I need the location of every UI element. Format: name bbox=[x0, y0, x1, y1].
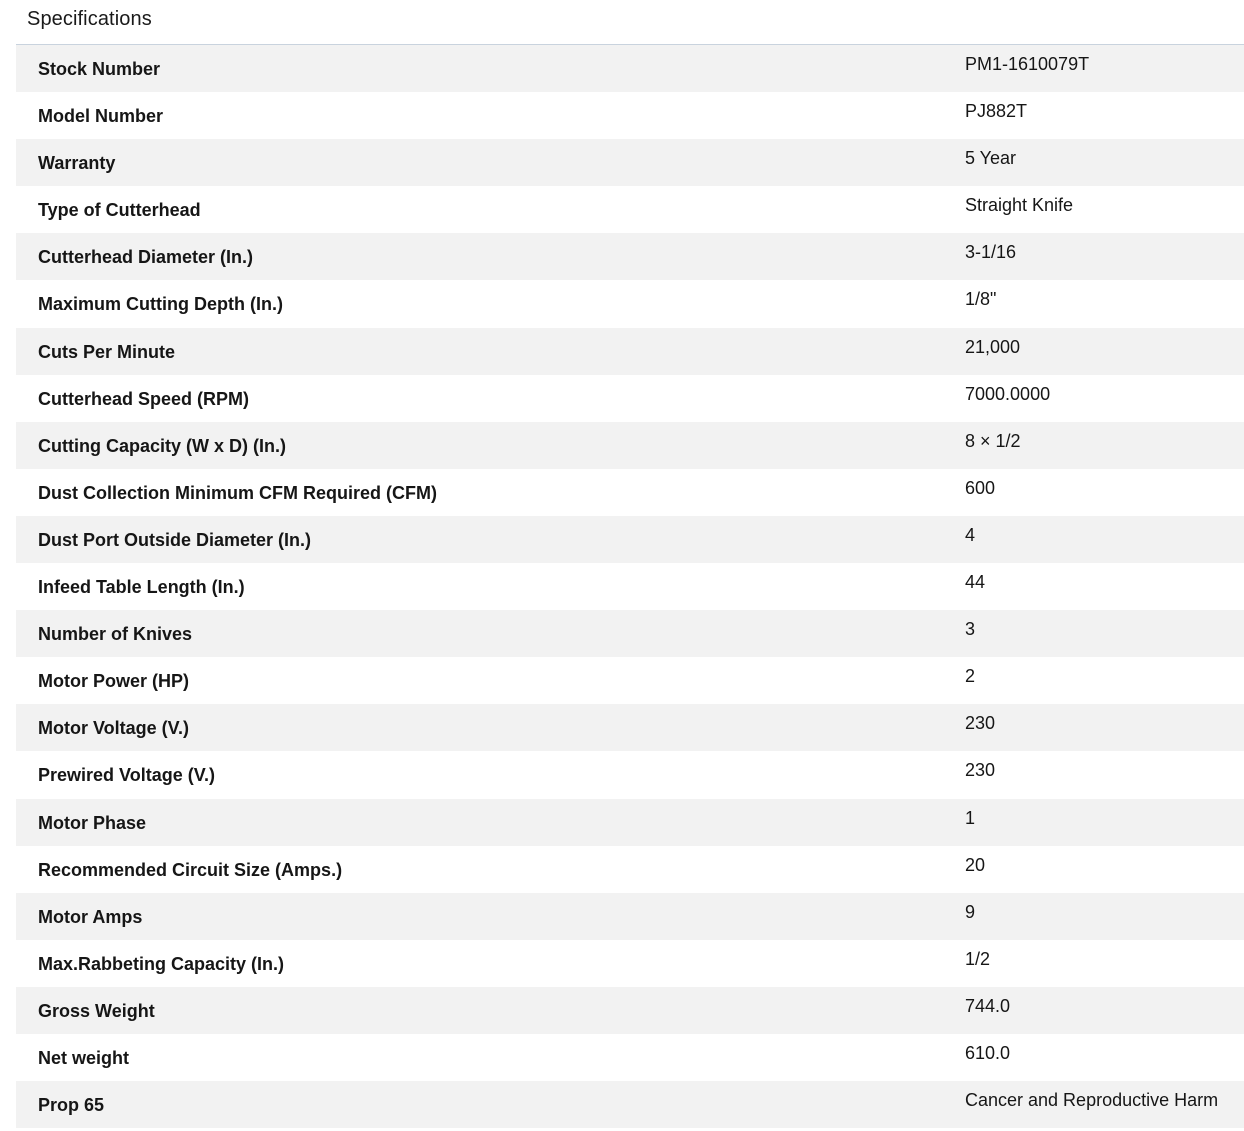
spec-label: Gross Weight bbox=[38, 1000, 155, 1021]
spec-value: 230 bbox=[965, 760, 996, 781]
spec-row bbox=[16, 186, 1244, 233]
spec-value: 21,000 bbox=[965, 336, 1021, 357]
spec-row bbox=[16, 516, 1244, 563]
spec-label: Stock Number bbox=[38, 59, 161, 79]
spec-row bbox=[16, 139, 1244, 186]
spec-row bbox=[16, 469, 1244, 516]
spec-value: 2 bbox=[965, 666, 976, 687]
spec-label: Warranty bbox=[38, 153, 116, 174]
spec-label: Motor Phase bbox=[38, 812, 147, 833]
spec-value: 4 bbox=[965, 524, 976, 545]
spec-label: Type of Cutterhead bbox=[38, 200, 201, 221]
spec-row bbox=[16, 799, 1244, 846]
spec-row bbox=[16, 45, 1244, 92]
spec-label: Max.Rabbeting Capacity (In.) bbox=[38, 953, 285, 974]
section-title: Specifications bbox=[27, 8, 152, 30]
spec-label: Model Number bbox=[38, 106, 164, 127]
spec-value: 230 bbox=[965, 713, 996, 734]
spec-row bbox=[16, 375, 1244, 422]
spec-label: Number of Knives bbox=[38, 624, 193, 645]
spec-label: Motor Voltage (V.) bbox=[38, 718, 190, 739]
spec-label: Prop 65 bbox=[38, 1095, 105, 1116]
spec-value: Cancer and Reproductive Harm bbox=[965, 1090, 1219, 1111]
spec-value: 1/8" bbox=[965, 289, 997, 310]
spec-label: Infeed Table Length (In.) bbox=[38, 577, 245, 598]
spec-row bbox=[16, 422, 1244, 469]
spec-row bbox=[16, 233, 1244, 280]
spec-value: 5 Year bbox=[965, 148, 1017, 169]
specifications-table bbox=[16, 45, 1244, 1128]
spec-value: PJ882T bbox=[965, 101, 1028, 122]
spec-value: 9 bbox=[965, 901, 976, 922]
spec-label: Dust Port Outside Diameter (In.) bbox=[38, 529, 312, 550]
spec-value: 744.0 bbox=[965, 995, 1011, 1016]
spec-value: 8 × 1/2 bbox=[965, 430, 1021, 451]
spec-label: Cutterhead Diameter (In.) bbox=[38, 247, 254, 268]
spec-row bbox=[16, 893, 1244, 940]
spec-row bbox=[16, 751, 1244, 798]
spec-value: 1 bbox=[965, 807, 976, 828]
spec-value: 44 bbox=[965, 572, 986, 593]
spec-row bbox=[16, 657, 1244, 704]
spec-label: Prewired Voltage (V.) bbox=[38, 765, 216, 786]
spec-row bbox=[16, 563, 1244, 610]
spec-row bbox=[16, 92, 1244, 139]
spec-label: Maximum Cutting Depth (In.) bbox=[38, 294, 283, 315]
spec-label: Cutting Capacity (W x D) (In.) bbox=[38, 435, 286, 456]
spec-row bbox=[16, 987, 1244, 1034]
spec-label: Motor Amps bbox=[38, 906, 143, 927]
spec-row bbox=[16, 1081, 1244, 1128]
spec-row bbox=[16, 280, 1244, 327]
spec-label: Motor Power (HP) bbox=[38, 671, 189, 692]
spec-value: PM1-1610079T bbox=[965, 54, 1090, 74]
spec-value: 600 bbox=[965, 477, 996, 498]
spec-row bbox=[16, 610, 1244, 657]
spec-row bbox=[16, 704, 1244, 751]
spec-value: Straight Knife bbox=[965, 195, 1074, 216]
spec-value: 610.0 bbox=[965, 1042, 1011, 1063]
spec-row bbox=[16, 940, 1244, 987]
spec-value: 1/2 bbox=[965, 948, 991, 969]
spec-label: Cutterhead Speed (RPM) bbox=[38, 388, 250, 409]
spec-label: Net weight bbox=[38, 1047, 130, 1068]
spec-value: 3-1/16 bbox=[965, 242, 1017, 263]
spec-row bbox=[16, 846, 1244, 893]
spec-label: Recommended Circuit Size (Amps.) bbox=[38, 859, 343, 880]
spec-value: 7000.0000 bbox=[965, 383, 1051, 404]
spec-label: Cuts Per Minute bbox=[38, 341, 176, 362]
spec-row bbox=[16, 1034, 1244, 1081]
spec-value: 20 bbox=[965, 854, 986, 875]
spec-value: 3 bbox=[965, 619, 976, 640]
spec-row bbox=[16, 328, 1244, 375]
spec-label: Dust Collection Minimum CFM Required (CFM) bbox=[38, 482, 437, 503]
